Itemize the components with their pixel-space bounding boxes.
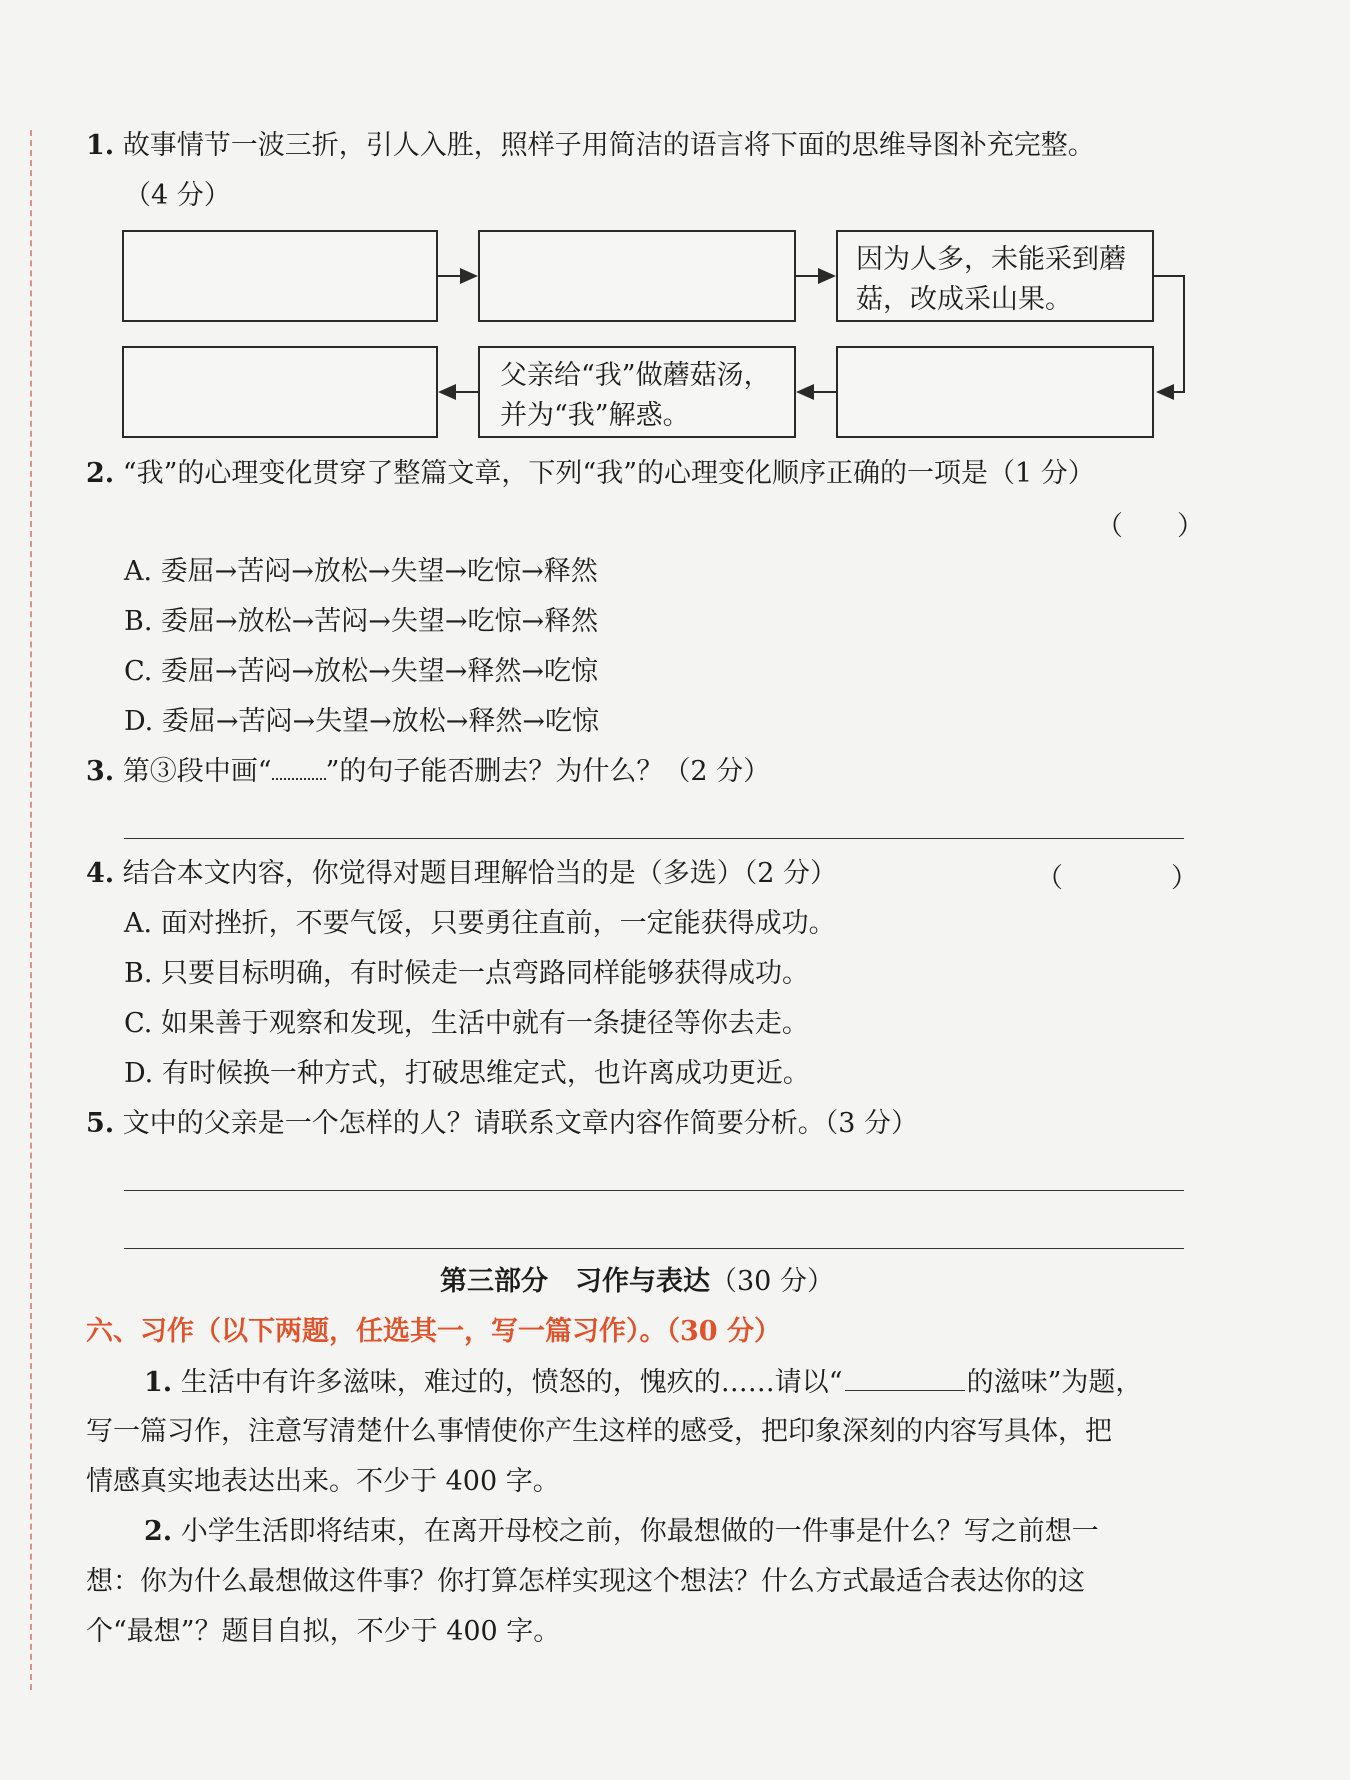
part-title: 第三部分 习作与表达 [440, 1266, 710, 1297]
option-d[interactable] [124, 1056, 810, 1092]
title-blank[interactable] [845, 1364, 965, 1391]
prompt-text: 小学生活即将结束，在离开母校之前，你最想做的一件事是什么？写之前想一 [180, 1516, 1099, 1547]
question-number: 1. [86, 130, 115, 161]
option-text: 有时候换一种方式，打破思维定式，也许离成功更近。 [161, 1058, 810, 1089]
question-text: “我”的心理变化贯穿了整篇文章，下列“我”的心理变化顺序正确的一项是（1 分） [122, 458, 1095, 489]
option-label: B. [124, 958, 153, 989]
prompt-1-line-2: 写一篇习作，注意写清楚什么事情使你产生这样的感受，把印象深刻的内容写具体，把 [86, 1416, 1112, 1447]
answer-paren[interactable]: （ ） [1096, 511, 1204, 542]
prompt-2-line-2: 想：你为什么最想做这件事？你打算怎样实现这个想法？什么方式最适合表达你的这 [86, 1566, 1085, 1597]
section-6-title: 六、习作（以下两题，任选其一，写一篇习作）。（30 分） [86, 1316, 781, 1347]
part-score: （30 分） [710, 1266, 834, 1297]
option-text: 委屈→苦闷→失望→放松→释然→吃惊 [161, 706, 599, 737]
prompt-2-line-1 [144, 1514, 1099, 1550]
answer-line[interactable] [124, 1190, 1184, 1191]
question-5 [86, 1106, 918, 1142]
option-b[interactable] [124, 956, 809, 992]
arrow-3-to-4 [1154, 276, 1184, 392]
option-label: A. [124, 556, 153, 587]
question-2 [86, 456, 1095, 492]
prompt-1-line-3: 情感真实地表达出来。不少于 400 字。 [86, 1466, 560, 1497]
question-4 [86, 856, 837, 892]
answer-line[interactable] [124, 838, 1184, 839]
prompt-number: 2. [144, 1516, 173, 1547]
prompt-text: 生活中有许多滋味，难过的，愤怒的，愧疚的……请以“ [180, 1367, 843, 1398]
prompt-2-line-3: 个“最想”？题目自拟，不少于 400 字。 [86, 1616, 561, 1647]
option-c[interactable] [124, 654, 598, 690]
option-text: 面对挫折，不要气馁，只要勇往直前，一定能获得成功。 [160, 908, 836, 939]
wavy-underline-mark [272, 756, 326, 780]
question-text: 故事情节一波三折，引人入胜，照样子用简洁的语言将下面的思维导图补充完整。 [122, 130, 1095, 161]
option-text: 如果善于观察和发现，生活中就有一条捷径等你去走。 [160, 1008, 809, 1039]
mindmap-arrows [0, 0, 1350, 460]
option-label: D. [124, 706, 154, 737]
option-label: B. [124, 606, 153, 637]
answer-paren[interactable]: （ ） [1036, 863, 1198, 894]
prompt-number: 1. [144, 1367, 173, 1398]
option-a[interactable] [124, 906, 836, 942]
question-text-post: ”的句子能否删去？为什么？（2 分） [325, 756, 771, 787]
option-label: C. [124, 656, 153, 687]
option-label: D. [124, 1058, 154, 1089]
option-d[interactable] [124, 704, 599, 740]
question-text: 文中的父亲是一个怎样的人？请联系文章内容作简要分析。（3 分） [122, 1108, 919, 1139]
prompt-text: 的滋味”为题， [966, 1367, 1143, 1398]
question-number: 3. [86, 756, 115, 787]
question-number: 5. [86, 1108, 115, 1139]
option-text: 只要目标明确，有时候走一点弯路同样能够获得成功。 [161, 958, 810, 989]
option-text: 委屈→苦闷→放松→失望→吃惊→释然 [160, 556, 598, 587]
question-number: 2. [86, 458, 115, 489]
part-3-heading [440, 1264, 834, 1300]
option-a[interactable] [124, 554, 598, 590]
question-text: 结合本文内容，你觉得对题目理解恰当的是（多选）（2 分） [122, 858, 838, 889]
question-text-pre: 第③段中画“ [122, 756, 272, 787]
mindmap-box-5: 父亲给“我”做蘑菇汤，并为“我”解惑。 [478, 346, 796, 438]
option-label: C. [124, 1008, 153, 1039]
option-label: A. [124, 908, 153, 939]
question-1-score: （4 分） [124, 180, 231, 211]
answer-line[interactable] [124, 1248, 1184, 1249]
option-text: 委屈→苦闷→放松→失望→释然→吃惊 [160, 656, 598, 687]
question-3 [86, 754, 770, 790]
option-c[interactable] [124, 1006, 809, 1042]
option-text: 委屈→放松→苦闷→失望→吃惊→释然 [161, 606, 599, 637]
mindmap-box-3: 因为人多，未能采到蘑菇，改成采山果。 [836, 230, 1154, 322]
option-b[interactable] [124, 604, 598, 640]
question-number: 4. [86, 858, 115, 889]
prompt-1-line-1 [144, 1364, 1142, 1401]
